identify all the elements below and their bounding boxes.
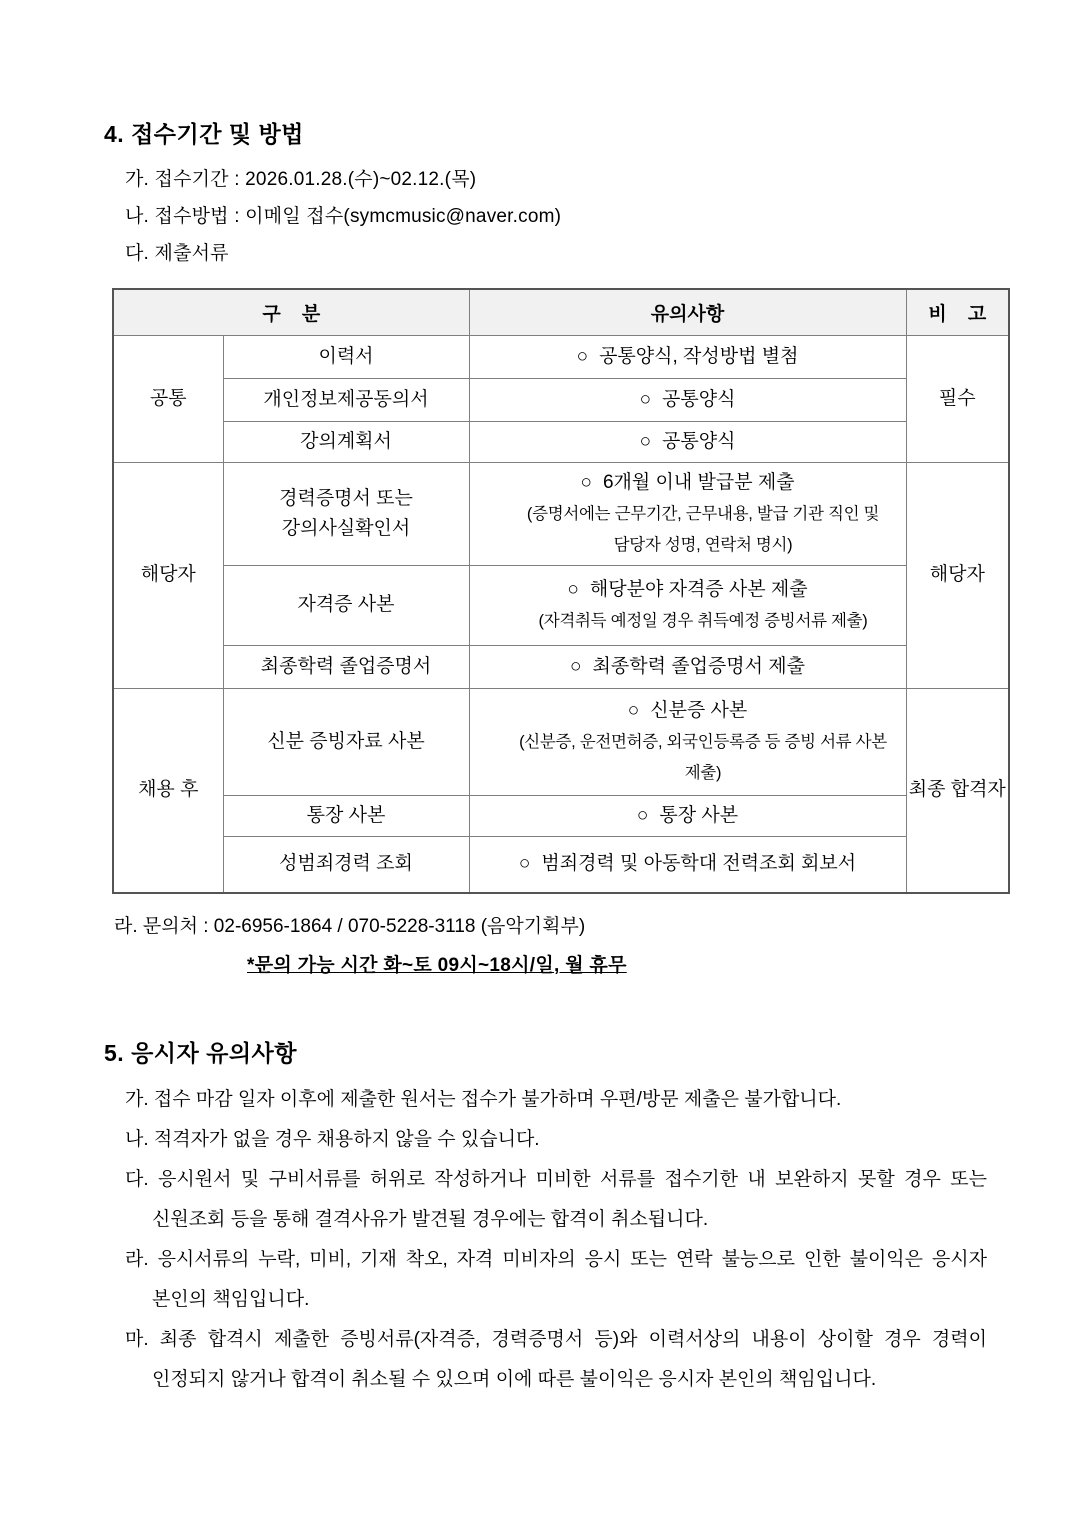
- document-name-cell: 성범죄경력 조회: [223, 836, 469, 893]
- note-line: [472, 800, 904, 832]
- table-row: [113, 378, 1009, 421]
- note-text: 신분증 사본: [650, 699, 748, 721]
- group-cell-applicable: 해당자: [113, 462, 223, 688]
- contact-info-line: 라. 문의처 : 02-6956-1864 / 070-5228-3118 (음악기획부): [114, 916, 586, 937]
- notes-cell: [469, 688, 906, 795]
- note-line: [472, 426, 904, 458]
- note-text: 해당분야 자격증 사본 제출: [589, 578, 808, 600]
- table-row: [113, 335, 1009, 378]
- document-name-cell: 신분 증빙자료 사본: [223, 688, 469, 795]
- section-4-title: 4. 접수기간 및 방법: [104, 121, 304, 147]
- col-header-notes: 유의사항: [469, 289, 906, 335]
- note-line: [472, 695, 904, 727]
- notes-cell: [469, 462, 906, 565]
- circle-bullet-icon: ○: [580, 471, 592, 493]
- notes-cell: [469, 378, 906, 421]
- group-cell-after-hiring: 채용 후: [113, 688, 223, 893]
- notes-cell: [469, 795, 906, 836]
- circle-bullet-icon: ○: [567, 578, 579, 600]
- table-row: [113, 688, 1009, 795]
- note-text: 6개월 이내 발급분 제출: [602, 471, 795, 493]
- document-name-cell: 최종학력 졸업증명서: [223, 645, 469, 688]
- remark-cell-applicable: 해당자: [906, 462, 1009, 688]
- contact-hours-line: *문의 가능 시간 화~토 09시~18시/일, 월 휴무: [247, 955, 627, 976]
- col-header-remark: 비 고: [906, 289, 1009, 335]
- submission-documents-table: [112, 288, 1010, 894]
- section-5-title: 5. 응시자 유의사항: [104, 1040, 297, 1066]
- notes-cell: [469, 335, 906, 378]
- note-line: [472, 341, 904, 373]
- note-line: [472, 384, 904, 416]
- table-header-row: [113, 289, 1009, 335]
- document-name-cell: 자격증 사본: [223, 565, 469, 645]
- group-cell-common: 공통: [113, 335, 223, 462]
- document-name-cell: 통장 사본: [223, 795, 469, 836]
- note-line: [472, 467, 904, 499]
- notice-item: 가. 접수 마감 일자 이후에 제출한 원서는 접수가 불가하며 우편/방문 제출은 불가합니다.: [125, 1089, 842, 1110]
- document-name-cell: 경력증명서 또는 강의사실확인서: [223, 462, 469, 565]
- application-period-line: 가. 접수기간 : 2026.01.28.(수)~02.12.(목): [125, 169, 477, 190]
- circle-bullet-icon: ○: [639, 430, 652, 452]
- document-name-cell: 이력서: [223, 335, 469, 378]
- remark-cell-final-passer: 최종 합격자: [906, 688, 1009, 893]
- notice-item: 다. 응시원서 및 구비서류를 허위로 작성하거나 미비한 서류를 접수기한 내 보완하지 못할 경우 또는 신원조회 등을 통해 결격사유가 발견될 경우에는 합격이 취소됩니다.: [125, 1169, 987, 1230]
- col-header-category: 구 분: [113, 289, 469, 335]
- section-4-body: [104, 161, 1017, 272]
- remark-cell-required: 필수: [906, 335, 1009, 462]
- submission-documents-label: 다. 제출서류: [125, 243, 229, 264]
- notes-cell: [469, 645, 906, 688]
- note-subtext: (자격취득 예정일 경우 취득예정 증빙서류 제출): [538, 611, 868, 630]
- circle-bullet-icon: ○: [570, 655, 582, 677]
- note-text: 공통양식, 작성방법 별첨: [599, 345, 799, 367]
- table-row: [113, 836, 1009, 893]
- note-text: 공통양식: [662, 388, 736, 410]
- notes-cell: [469, 565, 906, 645]
- note-text: 최종학력 졸업증명서 제출: [592, 655, 805, 677]
- note-subtext: (신분증, 운전면허증, 외국인등록증 등 증빙 서류 사본 제출): [519, 732, 887, 782]
- circle-bullet-icon: ○: [518, 853, 531, 875]
- note-line: [472, 651, 904, 683]
- application-method-line: 나. 접수방법 : 이메일 접수(symcmusic@naver.com): [125, 206, 562, 227]
- note-line: [472, 848, 904, 880]
- notice-item: 나. 적격자가 없을 경우 채용하지 않을 수 있습니다.: [125, 1129, 540, 1150]
- note-text: 공통양식: [662, 430, 736, 452]
- document-name-cell: 개인정보제공동의서: [223, 378, 469, 421]
- circle-bullet-icon: ○: [636, 804, 649, 826]
- notes-cell: [469, 836, 906, 893]
- notice-item: 마. 최종 합격시 제출한 증빙서류(자격증, 경력증명서 등)와 이력서상의 내용이 상이할 경우 경력이 인정되지 않거나 합격이 취소될 수 있으며 이에 따른 불이익은 응시자 본인의 책임입니다.: [125, 1329, 987, 1390]
- note-text: 범죄경력 및 아동학대 전력조회 회보서: [541, 853, 857, 875]
- notes-cell: [469, 421, 906, 462]
- note-text: 통장 사본: [659, 804, 739, 826]
- circle-bullet-icon: ○: [576, 345, 589, 367]
- document-name-cell: 강의계획서: [223, 421, 469, 462]
- note-line: [472, 574, 904, 606]
- circle-bullet-icon: ○: [639, 388, 652, 410]
- table-row: [113, 795, 1009, 836]
- table-row: [113, 565, 1009, 645]
- note-subtext: (증명서에는 근무기간, 근무내용, 발급 기관 직인 및 담당자 성명, 연락처 명시): [526, 504, 880, 554]
- table-row: [113, 462, 1009, 565]
- table-row: [113, 421, 1009, 462]
- notice-item: 라. 응시서류의 누락, 미비, 기재 착오, 자격 미비자의 응시 또는 연락 불능으로 인한 불이익은 응시자 본인의 책임입니다.: [125, 1249, 987, 1310]
- circle-bullet-icon: ○: [627, 699, 640, 721]
- table-row: [113, 645, 1009, 688]
- section-5: [104, 1035, 1017, 1400]
